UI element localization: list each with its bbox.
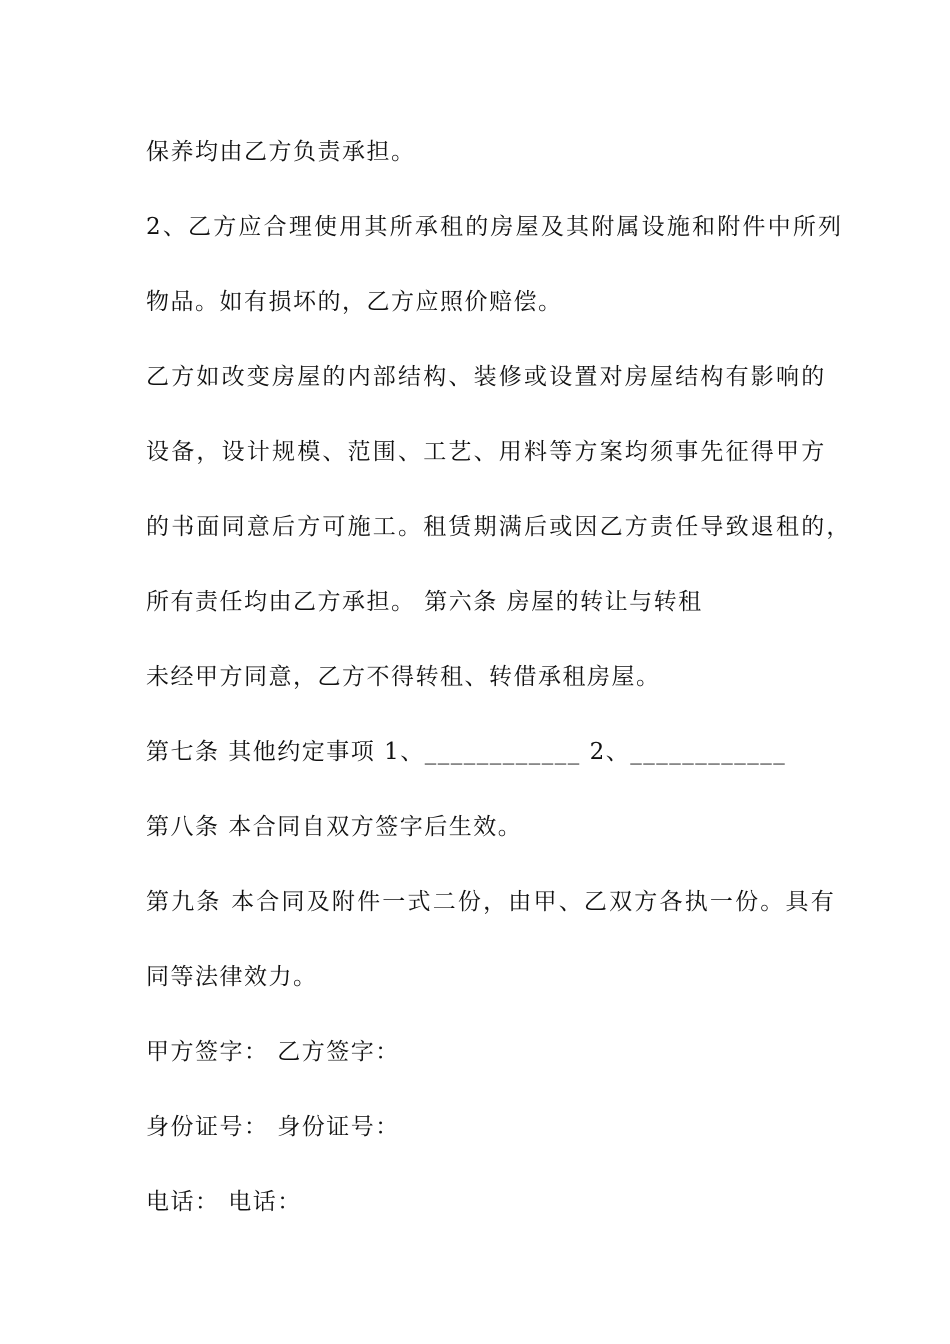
- id-number-line: 身份证号： 身份证号：: [146, 1114, 400, 1140]
- text-line-4: 乙方如改变房屋的内部结构、装修或设置对房屋结构有影响的: [146, 364, 827, 390]
- text-line-9: 第七条 其他约定事项 1、____________ 2、____________: [146, 739, 787, 765]
- text-line-10: 第八条 本合同自双方签字后生效。: [146, 814, 523, 840]
- text-line-2: 2、乙方应合理使用其所承租的房屋及其附属设施和附件中所列: [146, 214, 844, 240]
- text-line-1: 保养均由乙方负责承担。: [146, 139, 416, 165]
- text-line-8: 未经甲方同意，乙方不得转租、转借承租房屋。: [146, 664, 661, 690]
- signature-line-party-a-b: 甲方签字： 乙方签字：: [146, 1039, 400, 1065]
- text-line-3: 物品。如有损坏的，乙方应照价赔偿。: [146, 289, 563, 315]
- text-line-5: 设备，设计规模、范围、工艺、用料等方案均须事先征得甲方: [146, 439, 827, 465]
- phone-line: 电话： 电话：: [146, 1189, 302, 1215]
- text-line-11: 第九条 本合同及附件一式二份，由甲、乙双方各执一份。具有: [146, 889, 836, 915]
- text-line-6: 的书面同意后方可施工。租赁期满后或因乙方责任导致退租的，: [146, 514, 852, 540]
- text-line-12: 同等法律效力。: [146, 964, 318, 990]
- text-line-7: 所有责任均由乙方承担。 第六条 房屋的转让与转租: [146, 589, 703, 615]
